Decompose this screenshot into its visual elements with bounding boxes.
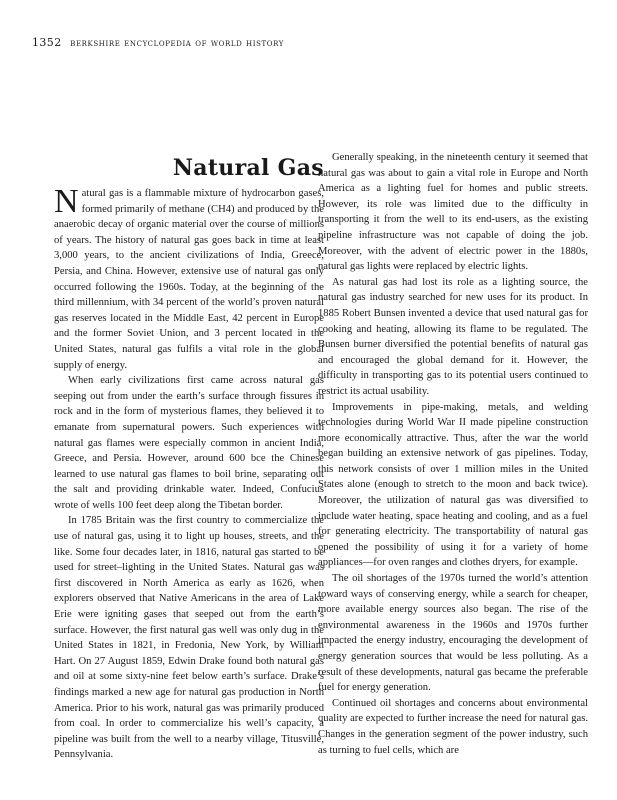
left-column [54,183,324,763]
paragraph-text: atural gas is a flammable mixture of hydrocarbon gases, formed primarily of methane (CH4) and produced by the anaerobic decay of organic material over the course of millions of years. The history of natural gas goes back in time at least 3,000 years, to the ancient civilizations of India, Greece, Persia, and China. However, extensive use of natural gas only occurred following the 1960s. Today, at the beginning of the third millennium, with 34 percent of the world’s proven natural gas reserves located in the Middle East, 42 percent in Europe and the former Soviet Union, and 3 percent located in the United States, natural gas fulfils a vital role in the global supply of energy. [54,188,324,371]
running-title: berkshire encyclopedia of world history [70,38,285,49]
drop-cap: N [54,183,79,220]
paragraph: The oil shortages of the 1970s turned the world’s attention toward ways of conserving energy, while a search for cheaper, more available energy sources also began. The rise of the environmental awareness in the 1960s and 1970s further impacted the energy industry, encouraging the development of energy generation sources that would be less polluting. As a result of these developments, natural gas became the preferable fuel for energy generation. [318,573,588,694]
paragraph: As natural gas had lost its role as a lighting source, the natural gas industry searched for new uses for its product. In 1885 Robert Bunsen invented a device that used natural gas for cooking and heating, allowing its flame to be regulated. The Bunsen burner diversified the potential benefits of natural gas and encouraged the global demand for it. However, the difficulty in transporting gas to its potential users continued to restrict its actual usability. [318,276,588,397]
paragraph: In 1785 Britain was the first country to commercialize the use of natural gas, using it to light up houses, streets, and the like. Some four decades later, in 1816, natural gas started to be used for street–lighting in the United States. Natural gas was first discovered in North America as early as 1626, when explorers observed that Native Americans in the area of Lake Erie were igniting gases that seeped out from the earth’s surface. However, the first natural gas well was only dug in the United States in 1821, in Fredonia, New York, by William Hart. On 27 August 1859, Edwin Drake found both natural gas and oil at some sixty-nine feet below earth’s surface. Drake’s findings marked a new age for natural gas production in North America. Prior to his work, natural gas was primarily produced from coal. In order to commercialize his well’s capacity, a pipeline was built from the well to a nearby village, Titusville, Pennsylvania. [54,515,324,761]
page-number: 1352 [32,36,62,49]
right-column [318,150,588,758]
paragraph: Continued oil shortages and concerns about environmental quality are expected to further increase the need for natural gas. Changes in the generation segment of the power industry, such as turning to fuel cells, which are [318,697,588,756]
running-header [32,36,284,49]
article-title: Natural Gas [172,155,324,181]
paragraph: Generally speaking, in the nineteenth century it seemed that natural gas was about to gain a vital role in Europe and North America as a lighting fuel for homes and public streets. However, its role was limited due to the difficulty in transporting it from the well to its end-users, as the existing pipeline infrastructure was not capable of doing the job. Moreover, with the advent of electric power in the 1880s, natural gas lights were replaced by electric lights. [318,152,588,273]
paragraph: When early civilizations first came across natural gas seeping out from under the earth’s surface through fissures in rock and in the form of mysterious flames, they believed it to emanate from supernatural powers. Such experiences with natural gas flames were especially common in ancient India, Greece, and Persia. However, around 600 bce the Chinese learned to use natural gas flames to boil brine, separating out the salt and providing drinkable water. Indeed, Confucius wrote of wells 100 feet deep along the Tibetan border. [54,375,324,511]
paragraph [54,183,324,373]
paragraph: Improvements in pipe-making, metals, and welding technologies during World War II made pipeline construction more economically attractive. Thus, after the war the world began building an extensive network of gas pipelines. Today, this network consists of over 1 million miles in the United States alone (enough to stretch to the moon and back twice). Moreover, the utilization of natural gas was diversified to include water heating, space heating and cooling, and as a fuel for generating electricity. The transportability of natural gas opened the possibility of using it for a variety of home appliances—for oven ranges and clothes dryers, for example. [318,401,588,569]
